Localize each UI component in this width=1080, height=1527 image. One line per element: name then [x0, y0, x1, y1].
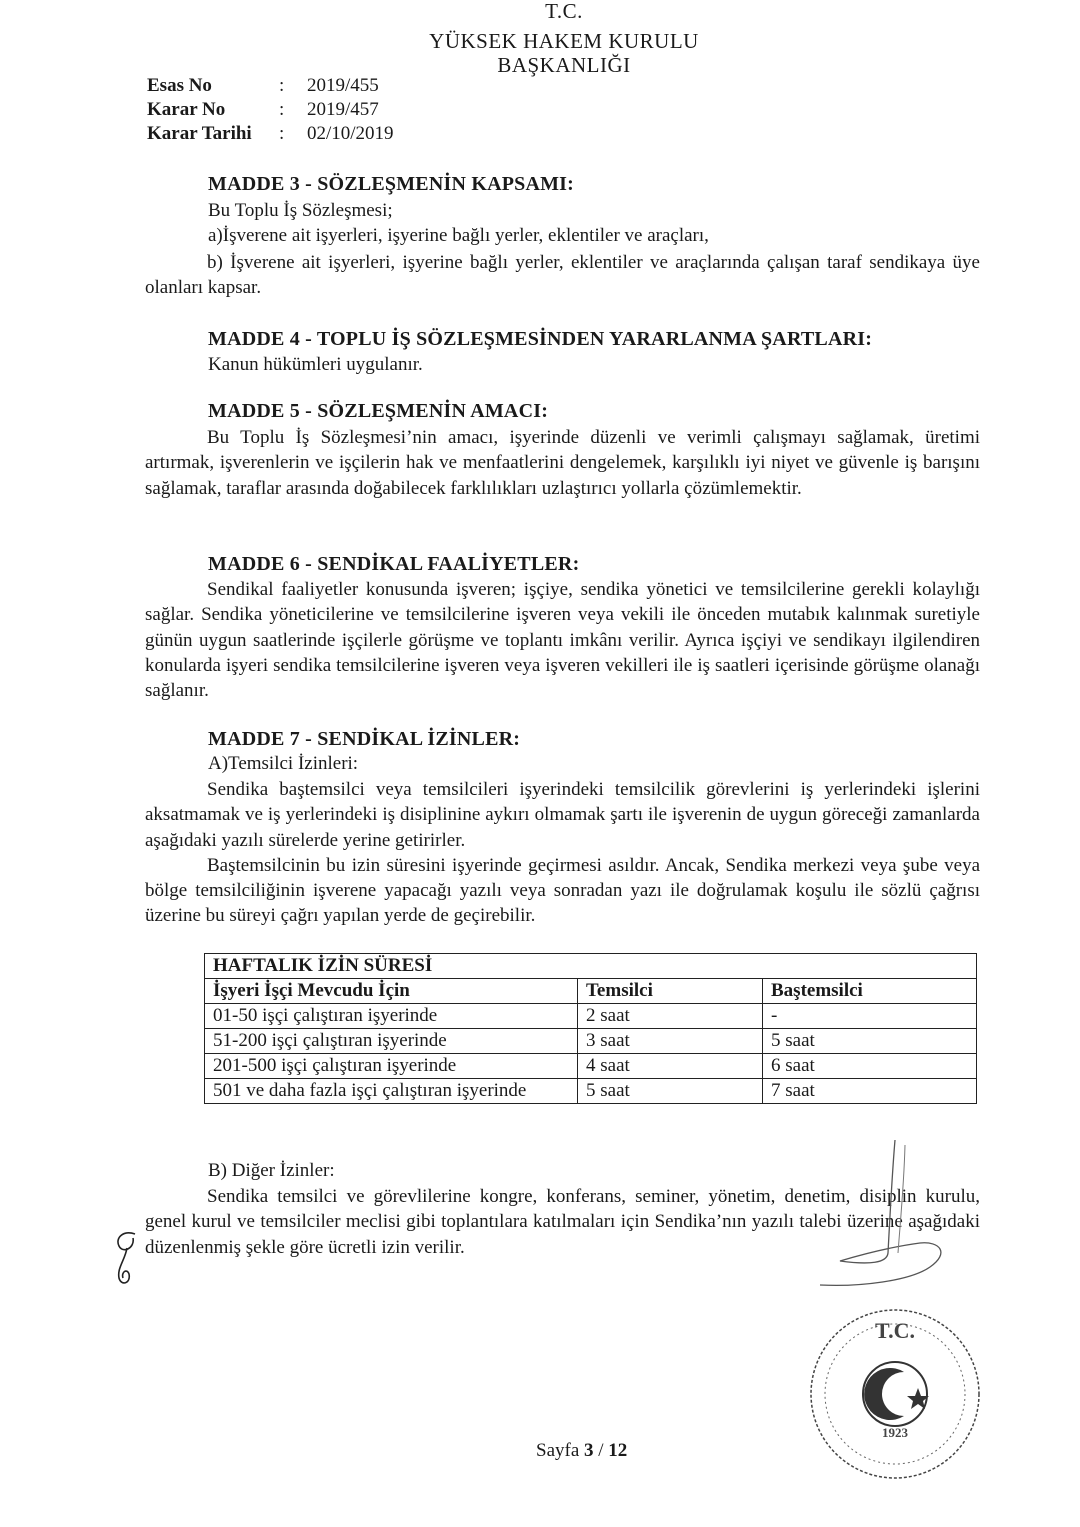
table-cell: 3 saat	[578, 1029, 763, 1054]
table-row	[205, 1054, 977, 1079]
table-header-cell: Baştemsilci	[763, 979, 977, 1004]
madde7-para3: Sendika temsilci ve görevlilerine kongre, konferans, seminer, yönetim, denetim, disiplin kurulu, genel kurul ve temsilciler meclisi gibi toplantılara katılmaları için Sendika’nın yazılı talebi üzerine aşağıdaki düzenlenmiş şekle göre ücretli izin verilir.	[145, 1186, 980, 1258]
madde7-sub-a: A)Temsilci İzinleri:	[208, 753, 359, 774]
meta-colon: :	[279, 75, 285, 96]
table-title-row	[205, 954, 977, 979]
madde3-item-b	[145, 250, 980, 301]
madde5-title: MADDE 5 - SÖZLEŞMENİN AMACI:	[208, 400, 549, 422]
meta-karar	[147, 98, 379, 122]
madde6-body	[145, 577, 980, 703]
meta-value: 2019/455	[307, 75, 379, 96]
page-current: 3	[584, 1440, 594, 1461]
page-sep: /	[593, 1440, 609, 1461]
table-row	[205, 1079, 977, 1104]
handwritten-margin-mark	[105, 1228, 145, 1290]
meta-key: Karar No	[147, 99, 226, 120]
page-number	[536, 1440, 627, 1462]
meta-key: Karar Tarihi	[147, 123, 252, 144]
meta-key: Esas No	[147, 75, 212, 96]
madde4-title: MADDE 4 - TOPLU İŞ SÖZLEŞMESİNDEN YARARLANMA ŞARTLARI:	[208, 328, 873, 350]
madde7-para2: Baştemsilcinin bu izin süresini işyerinde geçirmesi asıldır. Ancak, Sendika merkezi veya şube veya bölge temsilciliğinin işverene yapacağı yazılı veya sonradan yazı ile doğrulamak koşulu ile sözlü çağrısı üzerine bu süreyi çağrı yapılan yerde de geçirebilir.	[145, 854, 980, 927]
page-total: 12	[608, 1440, 628, 1461]
official-seal-icon	[800, 1302, 985, 1487]
table-cell: 01-50 işçi çalıştıran işyerinde	[205, 1004, 578, 1029]
madde4-text: Kanun hükümleri uygulanır.	[208, 354, 423, 375]
madde5-text: Bu Toplu İş Sözleşmesi’nin amacı, işyerinde düzenli ve verimli çalışmayı sağlamak, üretimi artırmak, işverenlerin ve işçilerin hak ve menfaatlerini dengelemek, karşılıklı iyi niyet ve güvenle iş barışını sağlamak, taraflar arasında doğabilecek farklılıkları uzlaştırıcı yollarla çözümlemektir.	[145, 427, 980, 499]
madde7-para1: Sendika baştemsilci veya temsilcileri işyerindeki temsilcilik görevlerini iş yerlerindeki işlerini aksatmamak ve iş yerlerindeki iş disiplinine aykırı olmamak şartı ile işverenin de uygun göreceği zamanlarda aşağıdaki yazılı sürelerde yerine getirirler.	[145, 779, 980, 851]
org-line-1: T.C.	[545, 0, 583, 23]
table-cell: 5 saat	[763, 1029, 977, 1054]
stamp-year: 1923	[882, 1425, 908, 1440]
madde3-title: MADDE 3 - SÖZLEŞMENİN KAPSAMI:	[208, 173, 575, 195]
org-line-3: BAŞKANLIĞI	[497, 53, 631, 77]
meta-tarih	[147, 122, 394, 146]
table-header-row	[205, 979, 977, 1004]
madde7-sub-b: B) Diğer İzinler:	[208, 1160, 335, 1181]
meta-colon: :	[279, 123, 285, 144]
page-prefix: Sayfa	[536, 1440, 585, 1461]
madde5-body	[145, 425, 980, 501]
table-title: HAFTALIK İZİN SÜRESİ	[205, 954, 977, 979]
madde3-item-b-text: b) İşverene ait işyerleri, işyerine bağlı yerler, eklentiler ve araçlarında çalışan taraf sendikaya üye olanları kapsar.	[145, 252, 980, 299]
madde6-text: Sendikal faaliyetler konusunda işveren; işçiye, sendika yönetici ve temsilcilerine gerekli kolaylığı sağlar. Sendika yöneticilerine ve temsilcilerine işveren veya vekili ile önceden mutabık kalınmak suretiyle günün uygun saatlerinde işçilerle görüşme ve toplantı imkânı verilir. Ayrıca işçiyi ve sendikayı ilgilendiren konularda işyeri sendika temsilcilerine işveren veya işveren vekilleri ile iş saatleri içerisinde görüşme olanağı sağlanır.	[145, 579, 980, 702]
table-cell: 6 saat	[763, 1054, 977, 1079]
table-cell: 501 ve daha fazla işçi çalıştıran işyerinde	[205, 1079, 578, 1104]
table-row	[205, 1004, 977, 1029]
madde3-intro: Bu Toplu İş Sözleşmesi;	[208, 200, 393, 221]
table-header-cell: İşyeri İşçi Mevcudu İçin	[205, 979, 578, 1004]
table-cell: 201-500 işçi çalıştıran işyerinde	[205, 1054, 578, 1079]
table-cell: -	[763, 1004, 977, 1029]
table-header-cell: Temsilci	[578, 979, 763, 1004]
madde7-title: MADDE 7 - SENDİKAL İZİNLER:	[208, 728, 521, 750]
madde6-title: MADDE 6 - SENDİKAL FAALİYETLER:	[208, 553, 580, 575]
table-cell: 51-200 işçi çalıştıran işyerinde	[205, 1029, 578, 1054]
org-line-2: YÜKSEK HAKEM KURULU	[429, 29, 699, 53]
table-cell: 7 saat	[763, 1079, 977, 1104]
meta-value: 02/10/2019	[307, 123, 394, 144]
table-cell: 4 saat	[578, 1054, 763, 1079]
madde3-item-a: a)İşverene ait işyerleri, işyerine bağlı yerler, eklentiler ve araçları,	[208, 225, 709, 246]
table-row	[205, 1029, 977, 1054]
weekly-leave-table	[204, 953, 977, 1104]
table-cell: 5 saat	[578, 1079, 763, 1104]
meta-colon: :	[279, 99, 285, 120]
table-cell: 2 saat	[578, 1004, 763, 1029]
meta-value: 2019/457	[307, 99, 379, 120]
meta-esas	[147, 74, 379, 98]
madde7-para1-block	[145, 777, 980, 929]
stamp-text: T.C.	[875, 1318, 915, 1343]
